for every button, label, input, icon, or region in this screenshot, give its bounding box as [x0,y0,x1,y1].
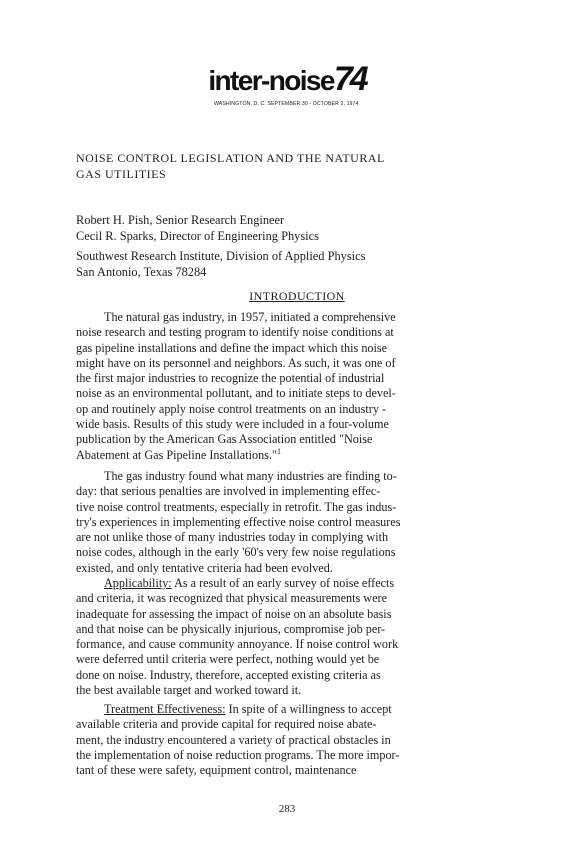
logo-brand: inter-noise [208,65,334,96]
run-in-heading: Applicability: [104,576,172,590]
text-line: are not unlike those of many industries today in complying with [76,530,389,545]
text-line-content: Abatement at Gas Pipeline Installations." [76,447,277,462]
paper-title [76,150,496,182]
run-in-heading: Treatment Effectiveness: [104,702,226,716]
title-line-2: GAS UTILITIES [76,167,167,181]
paragraph-3 [76,576,500,698]
text-line: available criteria and provide capital for required noise abate- [76,717,377,732]
affiliation [76,248,365,280]
text-line: the implementation of noise reduction programs. The more impor- [76,747,400,762]
logo-wordmark [208,60,366,98]
text-line: publication by the American Gas Association entitled "Noise [76,432,373,447]
affiliation-line-1: Southwest Research Institute, Division of Applied Physics [76,249,366,263]
text-line: noise research and testing program to identify noise conditions at [76,325,394,340]
text-line: formance, and cause community annoyance. If noise control work [76,637,399,652]
text-line: the best available target and worked toward it. [76,683,302,698]
text-line [76,576,500,591]
text-line [76,702,500,717]
text-line: were deferred until criteria were perfect, nothing would yet be [76,652,380,667]
text-line: The gas industry found what many industries are finding to- [104,469,397,483]
text-line: existed, and only tentative criteria had been evolved. [76,560,333,575]
text-line-content: As a result of an early survey of noise effects [174,576,395,590]
section-heading: INTRODUCTION [249,289,345,303]
footnote-reference: 1 [276,446,281,456]
page-number: 283 [278,803,296,815]
text-line: wide basis. Results of this study were included in a four-volume [76,417,389,432]
text-line: done on noise. Industry, therefore, accepted existing criteria as [76,667,381,682]
author-1: Robert H. Pish, Senior Research Engineer [76,213,285,227]
paragraph-4 [76,702,500,778]
conference-logo [0,60,574,98]
affiliation-line-2: San Antonio, Texas 78284 [76,265,207,279]
text-line: and that noise can be physically injurious, compromise job per- [76,621,386,636]
paragraph-1 [76,310,500,463]
author-2: Cecil R. Sparks, Director of Engineering Physics [76,229,319,243]
text-line: inadequate for assessing the impact of noise on an absolute basis [76,606,392,621]
text-line: op and routinely apply noise control treatments on an industry - [76,401,387,416]
text-line [76,448,500,463]
logo-subline: WASHINGTON, D. C. SEPTEMBER 30 - OCTOBER 2, 1974 [214,101,359,107]
text-line: day: that serious penalties are involved in implementing effec- [76,484,381,499]
text-line: ment, the industry encountered a variety of practical obstacles in [76,732,391,747]
logo-year: 74 [333,60,366,98]
text-line: noise as an environmental pollutant, and to initiate steps to devel- [76,386,396,401]
text-line: tant of these were safety, equipment control, maintenance [76,763,357,778]
text-line: the first major industries to recognize the potential of industrial [76,371,385,386]
text-line: try's experiences in implementing effective noise control measures [76,514,401,529]
text-line: gas pipeline installations and define the impact which this noise [76,340,388,355]
text-line-content: In spite of a willingness to accept [228,702,392,716]
paragraph-2 [76,469,500,576]
text-line: tive noise control treatments, especially in retrofit. The gas indus- [76,499,397,514]
text-line: noise codes, although in the early '60's very few noise regulations [76,545,396,560]
text-line: The natural gas industry, in 1957, initiated a comprehensive [104,310,396,324]
text-line: might have on its personnel and neighbors. As such, it was one of [76,355,396,370]
author-list [76,212,319,244]
text-line: and criteria, it was recognized that physical measurements were [76,591,387,606]
title-line-1: NOISE CONTROL LEGISLATION AND THE NATURAL [76,151,385,165]
